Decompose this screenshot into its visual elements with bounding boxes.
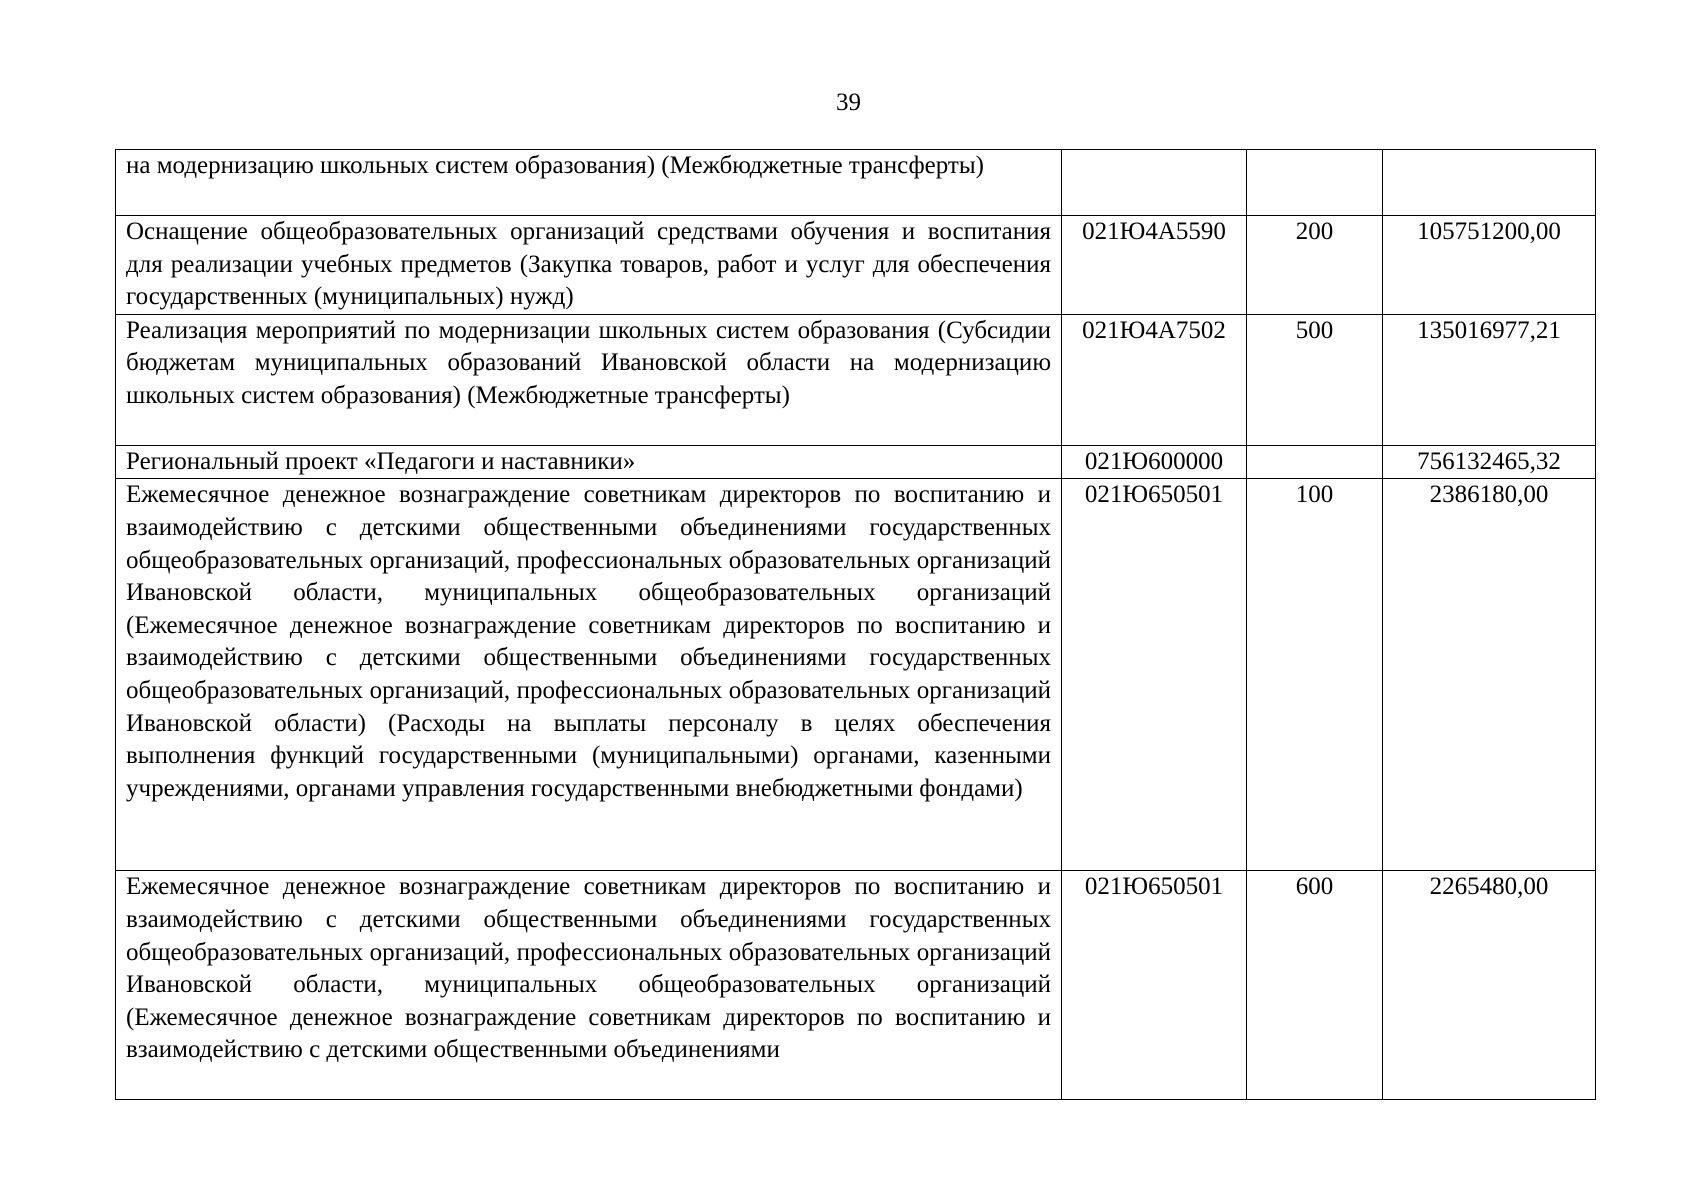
row-description: Оснащение общеобразовательных организаций средствами обучения и воспитания для реализации учебных предметов (Закупка товаров, работ и услуг для обеспечения государственных (муниципальных) нужд): [116, 216, 1062, 315]
row-expense-type: 600: [1247, 871, 1383, 1100]
row-code: 021Ю4А7502: [1062, 314, 1247, 445]
table-row: [116, 871, 1596, 1100]
table-row: [116, 479, 1596, 871]
row-amount: 756132465,32: [1383, 445, 1596, 479]
row-code: 021Ю600000: [1062, 445, 1247, 479]
table-row: [116, 314, 1596, 445]
row-code: 021Ю4А5590: [1062, 216, 1247, 315]
row-expense-type: 200: [1247, 216, 1383, 315]
table-row: [116, 150, 1596, 216]
row-description: Ежемесячное денежное вознаграждение советникам директоров по воспитанию и взаимодействию с детскими общественными объединениями государственных общеобразовательных организаций, профессиональных образовательных организаций Ивановской области, муниципальных общеобразовательных организаций (Ежемесячное денежное вознаграждение советникам директоров по воспитанию и взаимодействию с детскими общественными объединениями государственных общеобразовательных организаций, профессиональных образовательных организаций Ивановской области) (Расходы на выплаты персоналу в целях обеспечения выполнения функций государственными (муниципальными) органами, казенными учреждениями, органами управления государственными внебюджетными фондами): [116, 479, 1062, 871]
row-description: Ежемесячное денежное вознаграждение советникам директоров по воспитанию и взаимодействию с детскими общественными объединениями государственных общеобразовательных организаций, профессиональных образовательных организаций Ивановской области, муниципальных общеобразовательных организаций (Ежемесячное денежное вознаграждение советникам директоров по воспитанию и взаимодействию с детскими общественными объединениями: [116, 871, 1062, 1100]
row-amount: 2265480,00: [1383, 871, 1596, 1100]
row-amount: [1383, 150, 1596, 216]
row-code: [1062, 150, 1247, 216]
row-code: 021Ю650501: [1062, 479, 1247, 871]
table-row: [116, 445, 1596, 479]
row-expense-type: 500: [1247, 314, 1383, 445]
row-expense-type: 100: [1247, 479, 1383, 871]
row-description: Региональный проект «Педагоги и наставники»: [116, 445, 1062, 479]
row-amount: 135016977,21: [1383, 314, 1596, 445]
page-number: 39: [836, 89, 861, 116]
row-expense-type: [1247, 150, 1383, 216]
row-expense-type: [1247, 445, 1383, 479]
row-description: Реализация мероприятий по модернизации школьных систем образования (Субсидии бюджетам муниципальных образований Ивановской области на модернизацию школьных систем образования) (Межбюджетные трансферты): [116, 314, 1062, 445]
table-row: [116, 216, 1596, 315]
row-amount: 105751200,00: [1383, 216, 1596, 315]
row-amount: 2386180,00: [1383, 479, 1596, 871]
row-code: 021Ю650501: [1062, 871, 1247, 1100]
budget-table: [115, 149, 1596, 1100]
row-description: на модернизацию школьных систем образования) (Межбюджетные трансферты): [116, 150, 1062, 216]
